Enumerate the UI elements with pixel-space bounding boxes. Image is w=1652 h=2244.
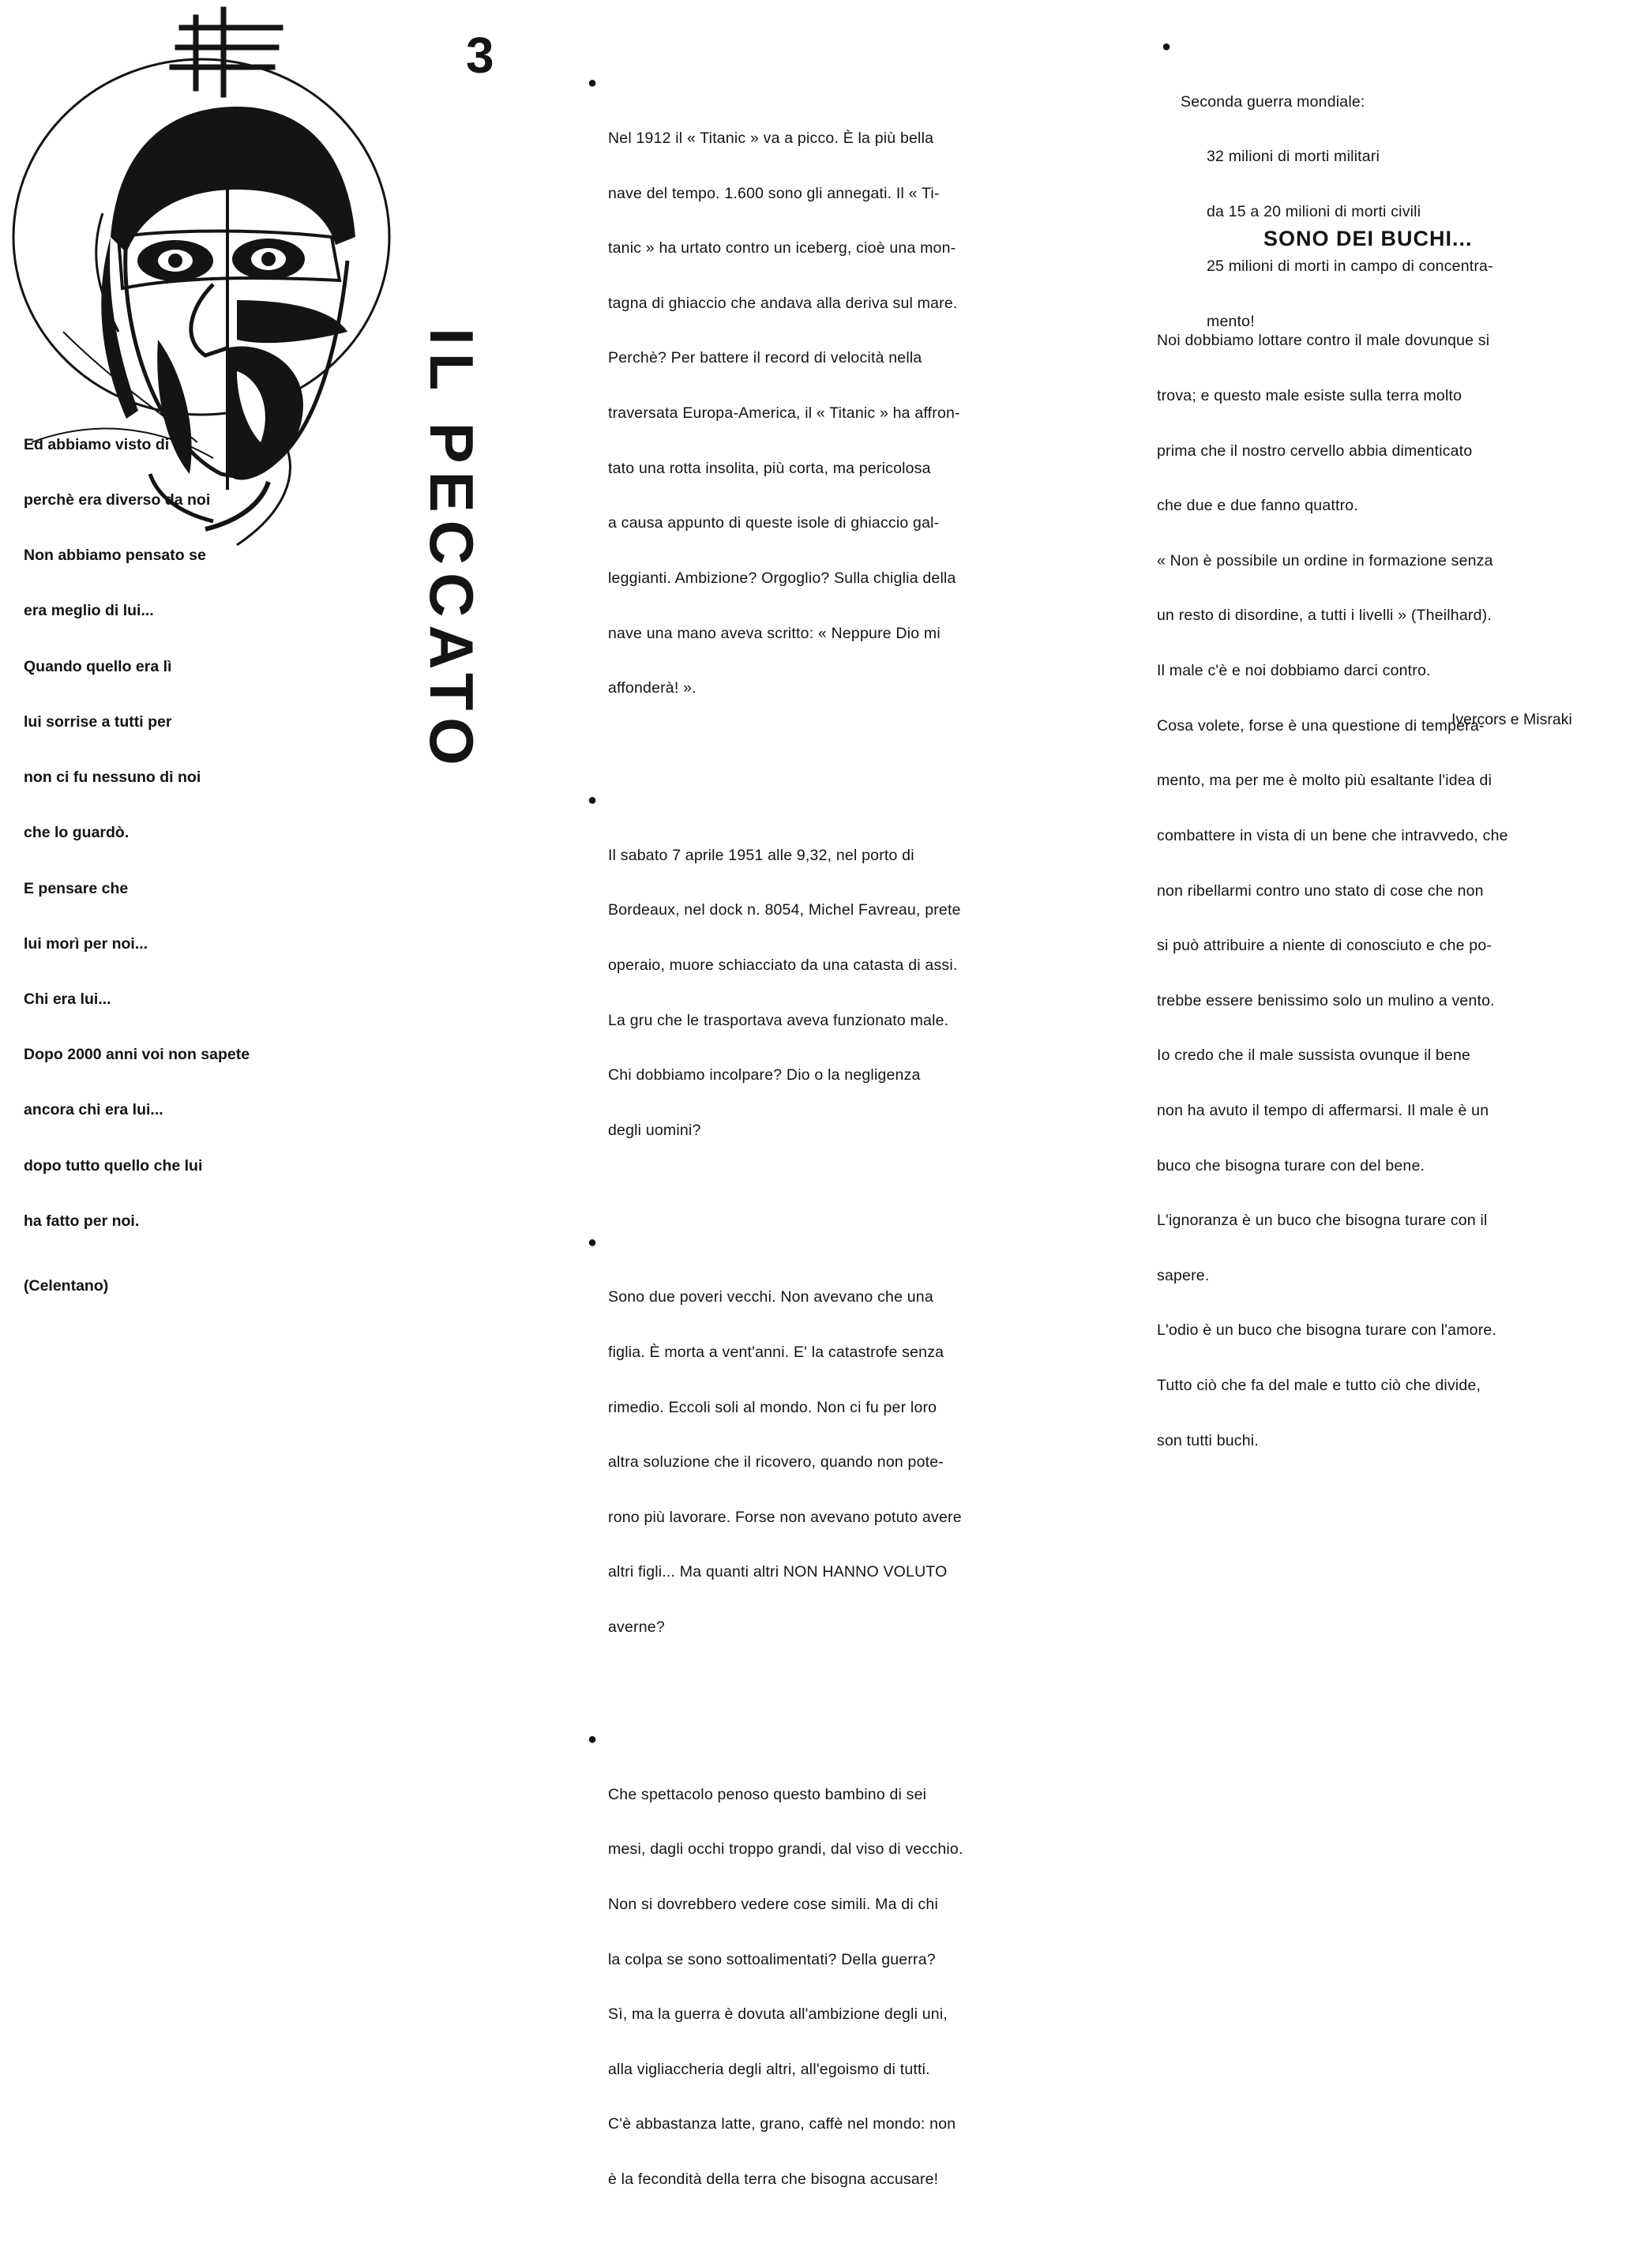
- text-line: sapere.: [1157, 1266, 1210, 1284]
- text-line: C'è abbastanza latte, grano, caffè nel mondo: non: [608, 2115, 956, 2133]
- text-line: Che spettacolo penoso questo bambino di sei: [608, 1785, 927, 1803]
- text-line: trebbe essere benissimo solo un mulino a vento.: [1157, 991, 1495, 1009]
- poem-line: Dopo 2000 anni voi non sapete: [24, 1046, 250, 1064]
- text-line: operaio, muore schiacciato da una catasta di assi.: [608, 956, 958, 974]
- cross-icon: [172, 9, 280, 95]
- text-line: nave una mano aveva scritto: « Neppure Dio mi: [608, 624, 941, 642]
- text-line: rimedio. Eccoli soli al mondo. Non ci fu per loro: [608, 1398, 937, 1416]
- text-line: traversata Europa-America, il « Titanic » ha affron-: [608, 404, 960, 423]
- text-line: Nel 1912 il « Titanic » va a picco. È la più bella: [608, 130, 934, 148]
- text-line: altra soluzione che il ricovero, quando non pote-: [608, 1453, 944, 1472]
- text-line: « Non è possibile un ordine in formazione senza: [1157, 551, 1493, 569]
- text-line: prima che il nostro cervello abbia dimenticato: [1157, 442, 1473, 460]
- text-line: son tutti buchi.: [1157, 1431, 1259, 1449]
- poem-line: Chi era lui...: [24, 990, 111, 1008]
- text-line: Tutto ciò che fa del male e tutto ciò che divide,: [1157, 1376, 1481, 1394]
- poem-line: Ed abbiamo visto di lui: [24, 435, 192, 453]
- text-line: mento, ma per me è molto più esaltante l'idea di: [1157, 772, 1492, 790]
- poem-line: lui sorrise a tutti per: [24, 712, 172, 731]
- text-line: Seconda guerra mondiale:: [1181, 92, 1365, 111]
- poem-line: ha fatto per noi.: [24, 1212, 140, 1230]
- signature: Ivercors e Misraki: [1451, 711, 1572, 728]
- poem-line: E pensare che: [24, 879, 129, 897]
- text-line: 25 milioni di morti in campo di concentra-: [1207, 257, 1493, 276]
- text-line: Non si dovrebbero vedere cose simili. Ma di chi: [608, 1895, 938, 1913]
- text-line: trova; e questo male esiste sulla terra molto: [1157, 387, 1462, 405]
- middle-column: [588, 38, 963, 2244]
- text-line: tato una rotta insolita, più corta, ma pericolosa: [608, 459, 931, 477]
- text-line: Il male c'è e noi dobbiamo darci contro.: [1157, 662, 1431, 680]
- poem-line: perchè era diverso da noi: [24, 491, 211, 509]
- text-line: L'ignoranza è un buco che bisogna turare con il: [1157, 1212, 1488, 1230]
- paragraph-bambino: [588, 1731, 963, 2225]
- text-line: da 15 a 20 milioni di morti civili: [1207, 202, 1421, 220]
- poem-line: dopo tutto quello che lui: [24, 1156, 203, 1175]
- text-line: altri figli... Ma quanti altri NON HANNO VOLUTO: [608, 1563, 948, 1581]
- text-line: L'odio è un buco che bisogna turare con l'amore.: [1157, 1321, 1497, 1340]
- bullet-icon: ●: [588, 1731, 598, 1749]
- poem-line: lui morì per noi...: [24, 934, 148, 953]
- text-line: leggianti. Ambizione? Orgoglio? Sulla chiglia della: [608, 569, 956, 587]
- section-heading: SONO DEI BUCHI...: [1263, 227, 1473, 250]
- bullet-icon: ●: [1162, 38, 1172, 55]
- text-line: Il sabato 7 aprile 1951 alle 9,32, nel porto di: [608, 846, 914, 864]
- text-line: è la fecondità della terra che bisogna accusare!: [608, 2170, 939, 2188]
- poem-line: ancora chi era lui...: [24, 1101, 163, 1119]
- poem-line: non ci fu nessuno di noi: [24, 769, 201, 787]
- paragraph-favreau: [588, 791, 963, 1176]
- text-line: Noi dobbiamo lottare contro il male dovunque si: [1157, 332, 1490, 350]
- text-line: Sono due poveri vecchi. Non avevano che una: [608, 1288, 933, 1306]
- text-line: combattere in vista di un bene che intravvedo, che: [1157, 826, 1508, 844]
- text-line: degli uomini?: [608, 1121, 701, 1139]
- text-line: 32 milioni di morti militari: [1207, 148, 1380, 166]
- text-line: tagna di ghiaccio che andava alla deriva sul mare.: [608, 294, 958, 312]
- text-line: Bordeaux, nel dock n. 8054, Michel Favreau, prete: [608, 901, 961, 919]
- text-line: mento!: [1207, 313, 1255, 331]
- text-line: Sì, ma la guerra è dovuta all'ambizione degli uni,: [608, 2005, 948, 2024]
- text-line: averne?: [608, 1618, 665, 1637]
- text-line: figlia. È morta a vent'anni. E' la catastrofe senza: [608, 1344, 944, 1362]
- text-line: non ha avuto il tempo di affermarsi. Il male è un: [1157, 1101, 1489, 1119]
- chapter-number: 3: [466, 27, 494, 84]
- text-line: Cosa volete, forse è una questione di tempera-: [1157, 716, 1485, 735]
- text-line: rono più lavorare. Forse non avevano potuto avere: [608, 1508, 962, 1526]
- text-line: che due e due fanno quattro.: [1157, 497, 1358, 515]
- text-line: Io credo che il male sussista ovunque il bene: [1157, 1047, 1471, 1065]
- bullet-icon: ●: [588, 1233, 598, 1251]
- text-line: un resto di disordine, a tutti i livelli » (Theilhard).: [1157, 607, 1492, 625]
- buchi-text: [1157, 295, 1508, 1468]
- poem-line: Quando quello era lì: [24, 657, 172, 675]
- text-line: tanic » ha urtato contro un iceberg, cioè una mon-: [608, 239, 956, 257]
- poem-author: (Celentano): [24, 1277, 109, 1295]
- poem-line: era meglio di lui...: [24, 602, 154, 620]
- text-line: si può attribuire a niente di conosciuto e che po-: [1157, 937, 1492, 955]
- text-line: buco che bisogna turare con del bene.: [1157, 1156, 1425, 1175]
- text-line: alla vigliaccheria degli altri, all'egoismo di tutti.: [608, 2060, 930, 2078]
- text-line: affonderà! ».: [608, 679, 696, 697]
- poem-line: Non abbiamo pensato se: [24, 547, 206, 565]
- paragraph-vecchi: [588, 1233, 963, 1674]
- text-line: non ribellarmi contro uno stato di cose che non: [1157, 881, 1484, 900]
- poem-line: che lo guardò.: [24, 824, 130, 842]
- text-line: mesi, dagli occhi troppo grandi, dal viso di vecchio.: [608, 1840, 963, 1859]
- bullet-icon: ●: [588, 74, 598, 92]
- bullet-icon: ●: [588, 791, 598, 810]
- text-line: la colpa se sono sottoalimentati? Della guerra?: [608, 1950, 936, 1968]
- text-line: Perchè? Per battere il record di velocità nella: [608, 349, 922, 367]
- text-line: La gru che le trasportava aveva funzionato male.: [608, 1011, 949, 1029]
- text-line: nave del tempo. 1.600 sono gli annegati. Il « Ti-: [608, 184, 940, 202]
- text-line: Chi dobbiamo incolpare? Dio o la negligenza: [608, 1066, 921, 1084]
- text-line: a causa appunto di queste isole di ghiaccio gal-: [608, 514, 940, 532]
- chapter-title: IL PECCATO: [417, 328, 486, 773]
- poem: [24, 399, 250, 1314]
- paragraph-titanic: [588, 74, 963, 734]
